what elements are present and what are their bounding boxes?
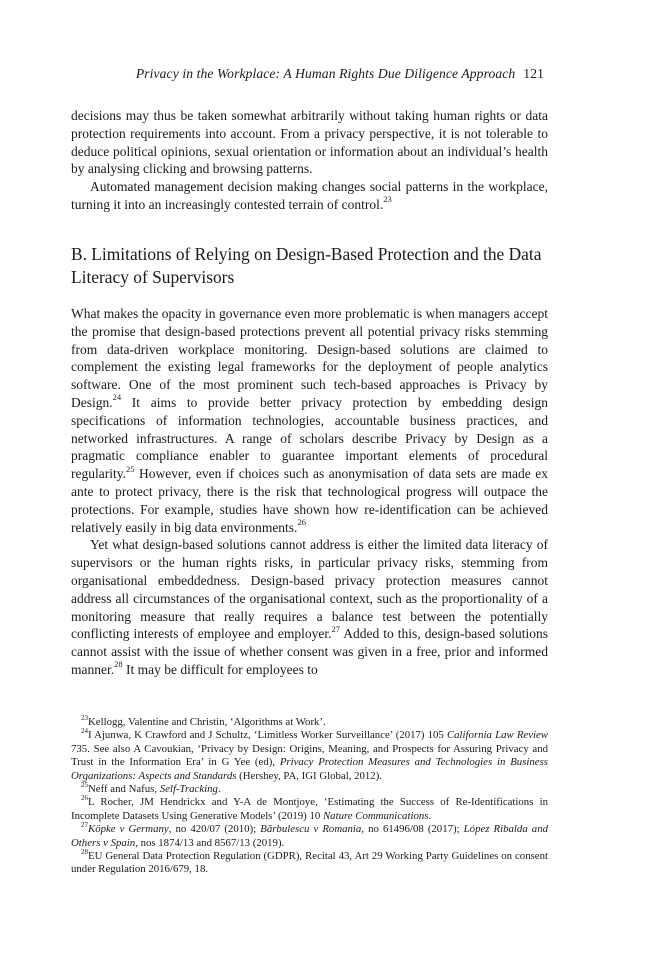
- footnote-number: 26: [81, 794, 88, 803]
- paragraph: [71, 536, 548, 678]
- footnote-ref: 26: [297, 517, 306, 528]
- paragraph-text: Yet what design-based solutions cannot address is either the limited data literacy of supervisors or the human rights risks, in particular privacy risks, stemming from organisational embeddedness. Design-based privacy protection measures cannot address all circumstances of the organisational context, such as the proportionality of a monitoring measure that really requires a balance test between the potentially conflicting interests of employee and employer.: [71, 537, 548, 642]
- footnote-italic: Privacy Protection Measures and Technologies in Business Organizations: Aspects and Standards: [71, 756, 548, 782]
- footnote-text: I Ajunwa, K Crawford and J Schultz, ‘Limitless Worker Surveillance’ (2017) 105: [88, 729, 447, 742]
- footnote-24: [71, 729, 548, 783]
- footnote-italic: Köpke v Germany: [88, 823, 169, 836]
- paragraph: decisions may thus be taken somewhat arbitrarily without taking human rights or data protection requirements into account. From a privacy perspective, it is not tolerable to deduce political opinions, sexual orientation or information about an individual’s health by analysing clicking and browsing patterns.: [71, 108, 548, 177]
- body-block-2: [71, 305, 548, 679]
- footnote-number: 24: [81, 727, 88, 736]
- footnote-text: EU General Data Protection Regulation (GDPR), Recital 43, Art 29 Working Party Guidelines on consent under Regulation 2016/679, 18.: [71, 850, 548, 876]
- section-heading: B. Limitations of Relying on Design-Based Protection and the Data Literacy of Supervisors: [71, 244, 542, 287]
- paragraph: [71, 178, 548, 214]
- footnote-number: 28: [81, 847, 88, 856]
- footnote-ref: 24: [112, 392, 122, 403]
- running-head-title: Privacy in the Workplace: A Human Rights Due Diligence Approach: [135, 66, 516, 81]
- footnote-italic: Nature Communications: [322, 809, 429, 822]
- footnote-text: Kellogg, Valentine and Christin, ‘Algorithms at Work’.: [88, 716, 326, 728]
- running-head: [136, 66, 544, 82]
- footnote-italic: California Law Review: [446, 729, 548, 742]
- footnote-ref: 27: [331, 623, 340, 634]
- paragraph-text: Added to this, design-based solutions cannot assist with the issue of whether consent was given in a free, prior and informed manner.: [71, 626, 548, 677]
- paragraph-text: It aims to provide better privacy protection by embedding design specifications of information technologies, accountable business practices, and networked infrastructures. A range of scholars describe Privacy by Design as a pragmatic compliance enabler to guarantee important elements of procedural regularity.: [71, 394, 548, 482]
- footnote-text: (Hershey, PA, IGI Global, 2012).: [236, 769, 383, 782]
- footnote-number: 23: [81, 713, 88, 722]
- paragraph-text: However, even if choices such as anonymisation of data sets are made ex ante to protect privacy, there is the risk that technological progress will outpace the protections. For example, studies have shown how re-identification can be achieved relatively easily in big data environments.: [71, 466, 548, 535]
- footnote-italic: López Ribalda and Others v Spain: [71, 823, 548, 849]
- footnote-text: .: [428, 809, 432, 822]
- body-block-1: [71, 107, 548, 214]
- footnote-text: , no 420/07 (2010);: [168, 823, 261, 836]
- footnote-text: 735. See also A Cavoukian, ‘Privacy by Design: Origins, Meaning, and Prospects for Assuring Privacy and Trust in the Information Era’ in G Yee (ed),: [71, 742, 548, 769]
- footnote-text: Neff and Nafus,: [88, 783, 160, 796]
- paragraph-text: Automated management decision making changes social patterns in the workplace, turning it into an increasingly contested terrain of control.: [71, 179, 548, 212]
- footnote-text: , no 61496/08 (2017);: [361, 823, 464, 836]
- footnote-25: [71, 780, 548, 796]
- paragraph: [71, 305, 548, 536]
- page-number: 121: [523, 66, 544, 81]
- footnote-26: [71, 796, 548, 823]
- footnote-italic: Self-Tracking: [159, 783, 218, 796]
- footnote-27: [71, 823, 548, 850]
- footnotes: [71, 713, 548, 877]
- paragraph-text: What makes the opacity in governance even more problematic is when managers accept the promise that design-based protections prevent all potential privacy risks stemming from data-driven workplace monitoring. Design-based solutions are claimed to complement the existing legal frameworks for the deployment of people analytics software. One of the most prominent such tech-based approaches is Privacy by Design.: [71, 306, 548, 410]
- footnote-text: , nos 1874/13 and 8567/13 (2019).: [135, 836, 285, 849]
- footnote-28: [71, 847, 548, 877]
- paragraph-text: It may be difficult for employees to: [122, 661, 318, 677]
- footnote-italic: Bărbulescu v Romania: [260, 823, 362, 836]
- footnote-number: 27: [81, 821, 88, 830]
- footnote-23: [71, 713, 548, 729]
- footnote-ref: 23: [383, 194, 392, 205]
- footnote-ref: 25: [125, 463, 135, 474]
- footnote-ref: 28: [114, 659, 123, 670]
- footnote-text: .: [217, 783, 221, 796]
- footnote-number: 25: [81, 780, 88, 789]
- footnote-text: L Rocher, JM Hendrickx and Y-A de Montjoye, ‘Estimating the Success of Re-Identifications in Incomplete Datasets Using Generative Models’ (2019) 10: [71, 796, 548, 822]
